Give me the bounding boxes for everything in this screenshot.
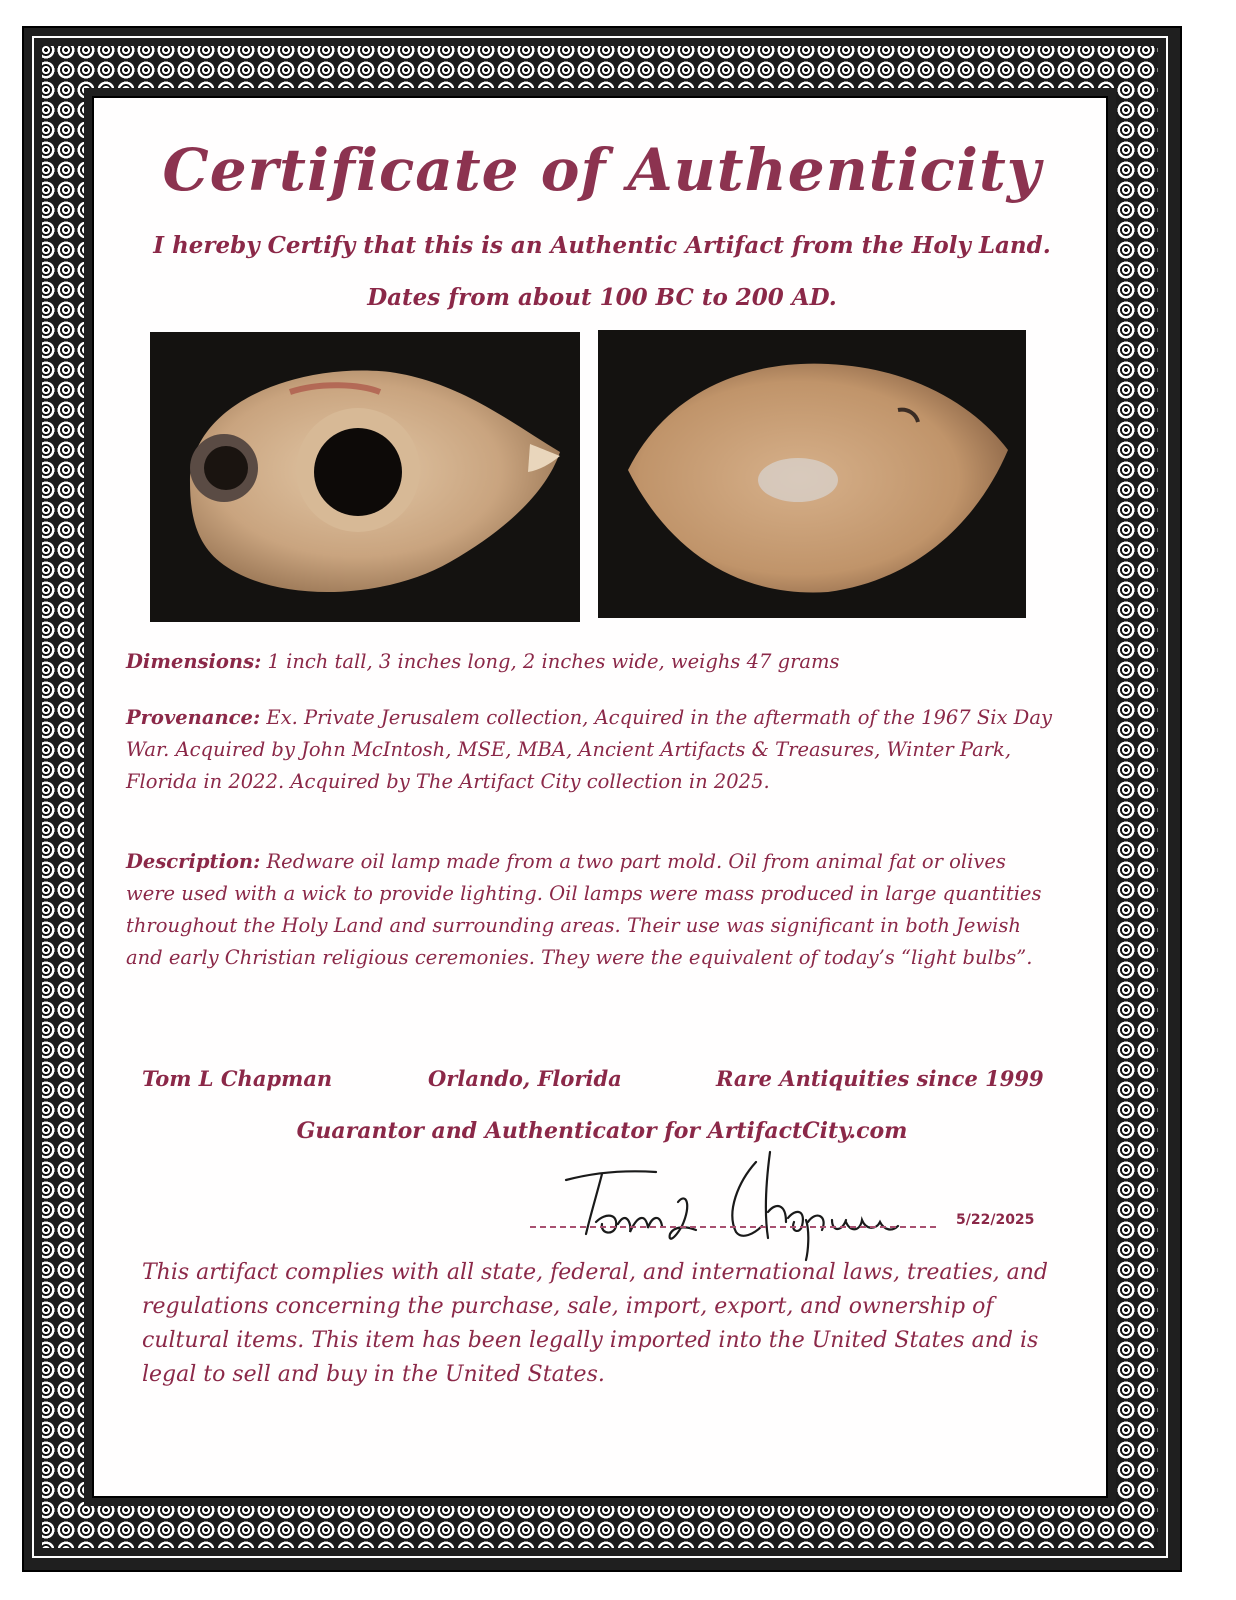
legal-compliance-statement: This artifact complies with all state, federal, and international laws, treaties, and regulations concerning the purchase, sale, import, export, and ownership of cultural items. This item has been legally imported into the United States and is legal to sell and buy in the United States. xyxy=(142,1260,1048,1387)
signer-location: Orlando, Florida xyxy=(428,1066,622,1091)
date-range: Dates from about 100 BC to 200 AD. xyxy=(367,284,837,311)
certify-statement: I hereby Certify that this is an Authentic Artifact from the Holy Land. xyxy=(153,232,1051,259)
certificate-paper xyxy=(92,96,1108,1498)
description-paragraph xyxy=(126,846,1056,974)
handwritten-signature xyxy=(556,1142,916,1262)
dimensions-paragraph xyxy=(126,646,1056,678)
description-label: Description: xyxy=(126,850,261,873)
provenance-paragraph xyxy=(126,702,1056,798)
certificate-title: Certificate of Authenticity xyxy=(162,136,1042,204)
description-text: Redware oil lamp made from a two part mold. Oil from animal fat or olives were used with a wick to provide lighting. Oil lamps were mass produced in large quantities throughout the Holy Land and surrounding areas. Their use was significant in both Jewish and early Christian religious ceremonies. They were the equivalent of today’s “light bulbs”. xyxy=(126,850,1042,969)
artifact-photo-bottom xyxy=(598,330,1026,618)
signer-name: Tom L Chapman xyxy=(142,1066,333,1091)
signature-date: 5/22/2025 xyxy=(956,1212,1035,1228)
oil-lamp-top-image xyxy=(150,332,580,622)
oil-lamp-bottom-image xyxy=(598,330,1026,618)
provenance-label: Provenance: xyxy=(126,706,261,729)
business-tagline: Rare Antiquities since 1999 xyxy=(716,1066,1044,1091)
dimensions-label: Dimensions: xyxy=(126,650,262,673)
provenance-text: Ex. Private Jerusalem collection, Acquired in the aftermath of the 1967 Six Day War. Acquired by John McIntosh, MSE, MBA, Ancient Artifacts & Treasures, Winter Park, Florida in 2022. Acquired by The Artifact City collection in 2025. xyxy=(126,706,1052,793)
dimensions-text: 1 inch tall, 3 inches long, 2 inches wide, weighs 47 grams xyxy=(261,650,840,673)
guarantor-line: Guarantor and Authenticator for ArtifactCity.com xyxy=(296,1118,908,1144)
signer-info-row xyxy=(94,1066,1110,1098)
artifact-photo-top xyxy=(150,332,580,622)
signature-line xyxy=(530,1226,936,1228)
